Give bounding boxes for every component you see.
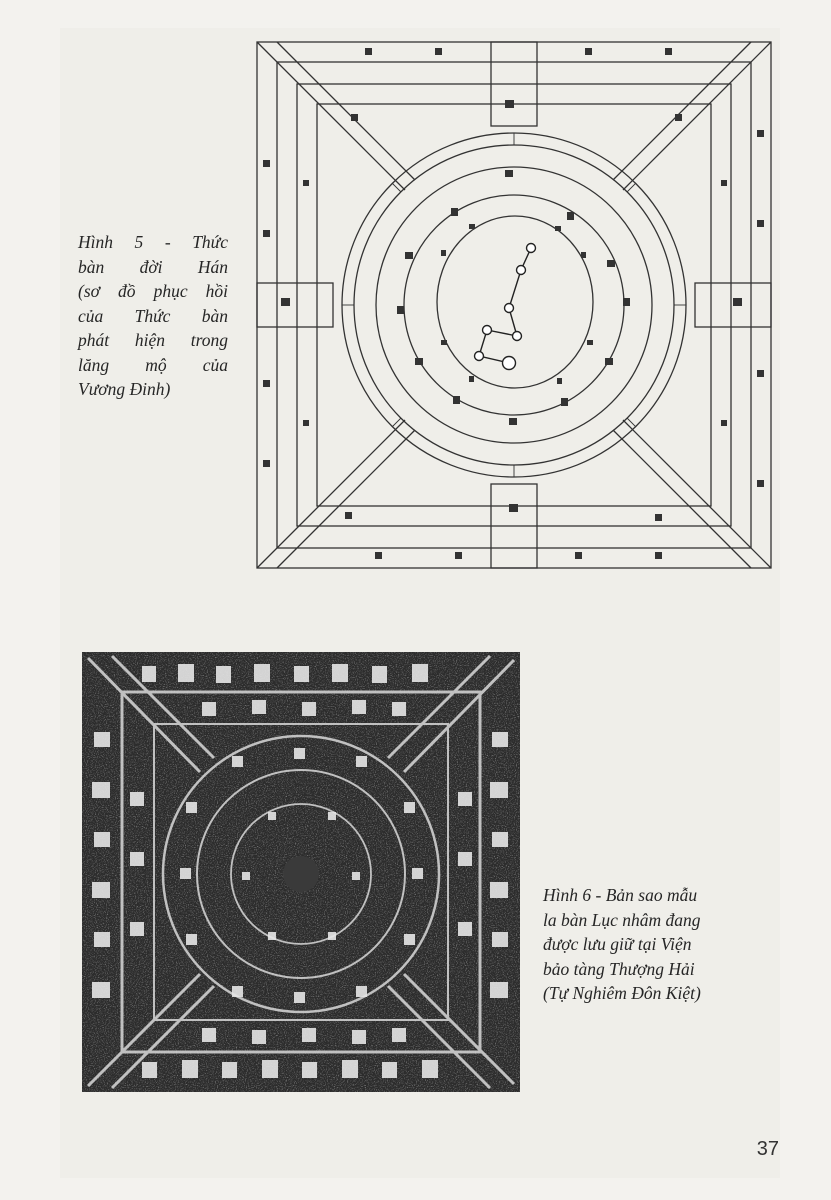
figure-5-caption-line: Hình 5 - Thức [78, 232, 228, 252]
figure-5-caption-line: Vương Đinh) [78, 379, 171, 399]
figure-6-rubbing [82, 652, 520, 1092]
figure-6-caption-line: (Tự Nghiêm Đôn Kiệt) [543, 983, 701, 1003]
figure-5-caption-line: bàn đời Hán [78, 256, 228, 277]
figure-6-caption-line: la bàn Lục nhâm đang [543, 909, 701, 930]
figure-5-caption [78, 230, 228, 402]
figure-6-caption [543, 883, 765, 1006]
figure-5-caption-line: của Thức bàn [78, 305, 228, 326]
figure-5-caption-line: lăng mộ của [78, 354, 228, 375]
figure-5-caption-line: (sơ đồ phục hồi [78, 281, 228, 301]
figure-6-caption-line: bảo tàng Thượng Hải [543, 958, 695, 979]
figure-5-caption-line: phát hiện trong [78, 330, 228, 350]
page-number: 37 [756, 1138, 779, 1160]
figure-6-caption-line: Hình 6 - Bản sao mẫu [543, 885, 698, 905]
figure-6-caption-line: được lưu giữ tại Viện [543, 934, 692, 954]
figure-5-diagram [255, 40, 773, 570]
